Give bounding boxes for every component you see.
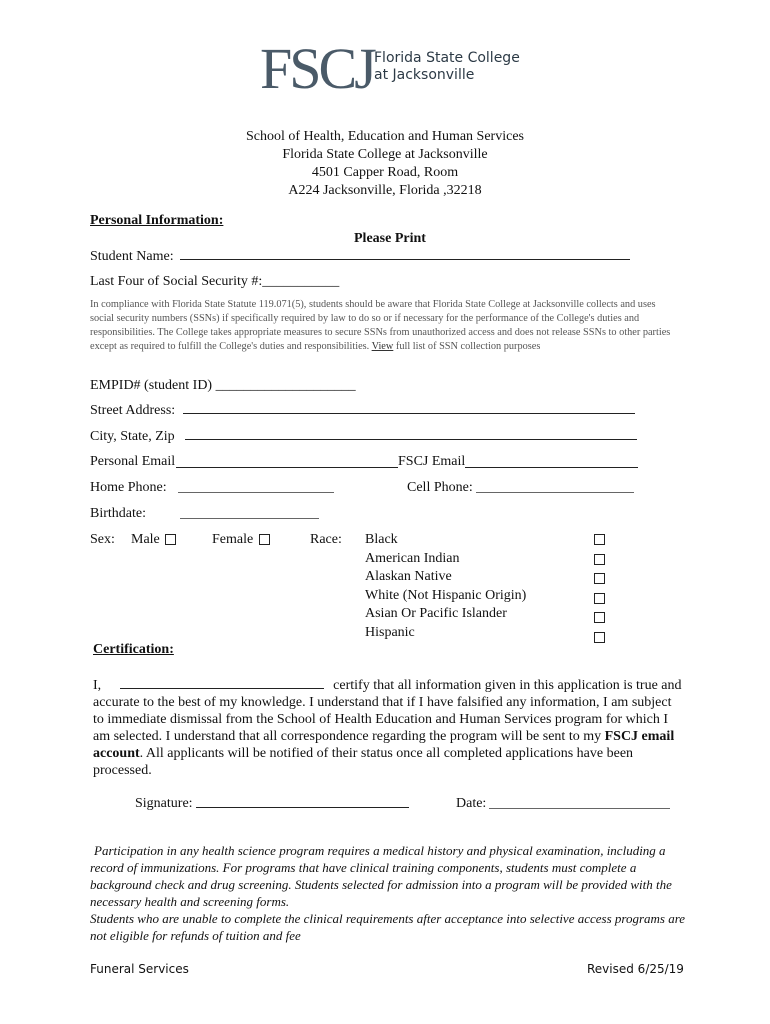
- home-phone-field[interactable]: [178, 492, 334, 493]
- student-name-label: Student Name:: [90, 249, 174, 264]
- home-phone-label: Home Phone:: [90, 480, 167, 495]
- male-option[interactable]: [131, 532, 176, 548]
- ssn-compliance-notice: [90, 298, 680, 354]
- certification-heading: Certification:: [93, 642, 174, 657]
- health-notice: [90, 842, 690, 944]
- city-state-zip-label: City, State, Zip: [90, 429, 175, 444]
- female-checkbox[interactable]: [259, 534, 270, 545]
- fscj-email-account: FSCJ email account: [93, 729, 675, 761]
- cell-phone-label: Cell Phone:: [407, 480, 473, 495]
- view-ssn-link[interactable]: View: [371, 341, 394, 352]
- certification-text: [93, 677, 683, 779]
- male-label: Male: [131, 532, 160, 547]
- footer-program: Funeral Services: [90, 962, 189, 976]
- street-address-label: Street Address:: [90, 403, 176, 418]
- fscj-email-label: FSCJ Email: [398, 454, 466, 469]
- date-label: Date:: [456, 796, 487, 811]
- race-option-label: American Indian: [365, 550, 460, 566]
- race-option-label: Hispanic: [365, 624, 415, 640]
- female-option[interactable]: [212, 532, 270, 548]
- certify-text-1: certify that all information given in this application is true and accurate to the best of my knowledge. I understand that if I have falsified any information, I am subject to immediate dismissal from the School of Health Education and Human Services program for which I am selected. I understand that all correspondence regarding the program will be sent to my: [93, 678, 682, 744]
- race-option-label: Asian Or Pacific Islander: [365, 606, 507, 621]
- address-line-3: 4501 Capper Road, Room: [311, 165, 459, 180]
- fscj-logo-text: [374, 50, 520, 84]
- compliance-tail: full list of SSN collection purposes: [395, 341, 541, 352]
- race-options: [365, 531, 526, 642]
- address-block: [0, 128, 770, 200]
- personal-info-heading: Personal Information:: [90, 213, 224, 228]
- ssn-field[interactable]: Last Four of Social Security #:___________: [90, 274, 340, 289]
- cell-phone-field[interactable]: [476, 492, 634, 493]
- logo-line-1: Florida State College: [374, 50, 520, 66]
- address-line-1: School of Health, Education and Human Services: [246, 129, 524, 144]
- certify-i: I,: [93, 678, 102, 693]
- race-asian-pacific-checkbox[interactable]: [594, 612, 605, 623]
- compliance-text: In compliance with Florida State Statute 119.071(5), students should be aware that Florida State College at Jacksonville collects and uses social security numbers (SSNs) if specifically required by law to do so or if necessary for the performance of the College's duties and responsibilities. The College takes appropriate measures to secure SSNs from unauthorized access and does not release SSNs to other parties except as required to fulfill the College's duties and responsibilities.: [90, 299, 671, 352]
- race-white-checkbox[interactable]: [594, 593, 605, 604]
- personal-email-field[interactable]: [176, 467, 398, 468]
- notice-paragraph-1: Participation in any health science program requires a medical history and physical examination, including a record of immunizations. For programs that have clinical training components, students must complete a background check and drug screening. Students selected for admission into a program will be provided with the necessary health and screening forms.: [90, 843, 672, 909]
- race-checkboxes: [594, 534, 605, 651]
- race-label: Race:: [310, 532, 342, 547]
- sex-label: Sex:: [90, 532, 115, 547]
- female-label: Female: [212, 532, 254, 547]
- race-alaskan-native-checkbox[interactable]: [594, 573, 605, 584]
- race-hispanic-checkbox[interactable]: [594, 632, 605, 643]
- fscj-email-field[interactable]: [465, 467, 638, 468]
- logo-line-2: at Jacksonville: [374, 67, 475, 83]
- male-checkbox[interactable]: [165, 534, 176, 545]
- race-option-label: White (Not Hispanic Origin): [365, 587, 527, 603]
- personal-email-label: Personal Email: [90, 454, 176, 469]
- fscj-logo-mark: FSCJ: [260, 36, 374, 101]
- race-black-checkbox[interactable]: [594, 534, 605, 545]
- address-line-2: Florida State College at Jacksonville: [282, 147, 488, 162]
- please-print-label: Please Print: [354, 231, 426, 246]
- student-name-field[interactable]: [180, 259, 630, 260]
- birthdate-label: Birthdate:: [90, 506, 146, 521]
- race-american-indian-checkbox[interactable]: [594, 554, 605, 565]
- address-line-4: A224 Jacksonville, Florida ,32218: [288, 183, 482, 198]
- footer-revised: Revised 6/25/19: [587, 962, 684, 976]
- birthdate-field[interactable]: [180, 518, 319, 519]
- race-option-label: Alaskan Native: [365, 569, 452, 584]
- street-address-field[interactable]: [183, 413, 635, 414]
- city-state-zip-field[interactable]: [185, 439, 637, 440]
- certify-text-2: . All applicants will be notified of their status once all completed applications have been processed.: [93, 746, 634, 778]
- date-field[interactable]: [489, 808, 670, 809]
- notice-paragraph-2: Students who are unable to complete the clinical requirements after acceptance into selective access programs are not eligible for refunds of tuition and fee: [90, 911, 686, 943]
- empid-field[interactable]: EMPID# (student ID) ____________________: [90, 378, 356, 393]
- signature-field[interactable]: [196, 807, 409, 808]
- race-option-label: Black: [365, 532, 398, 547]
- signature-label: Signature:: [135, 796, 193, 811]
